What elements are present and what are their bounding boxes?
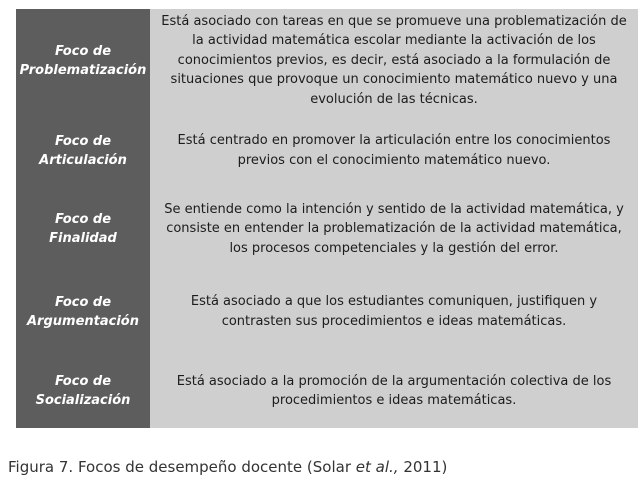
caption-italic: et al., <box>355 458 399 476</box>
figure-caption <box>8 458 447 476</box>
description-text: Se entiende como la intención y sentido de la actividad matemática, y consiste en entender la problematización de la actividad matemática, los procesos competenciales y la gestión del error. <box>164 201 624 256</box>
caption-year: 2011) <box>403 458 448 476</box>
description-text: Está asociado a la promoción de la argumentación colectiva de los procedimientos e ideas matemáticas. <box>176 373 612 408</box>
focus-table <box>16 9 638 428</box>
focus-label-argumentacion: Foco de Argumentación <box>16 269 150 354</box>
focus-description-socializacion <box>150 354 638 428</box>
focus-description-articulacion <box>150 112 638 189</box>
focus-label-socializacion: Foco de Socialización <box>16 354 150 428</box>
focus-label-finalidad: Foco de Finalidad <box>16 189 150 269</box>
focus-description-problematizacion <box>150 9 638 112</box>
focus-description-finalidad <box>150 189 638 269</box>
figure-label: Figura 7. <box>8 458 74 476</box>
caption-text: Focos de desempeño docente (Solar <box>77 458 351 476</box>
description-text: Está centrado en promover la articulación entre los conocimientos previos con el conocimiento matemático nuevo. <box>177 133 611 168</box>
description-text: Está asociado a que los estudiantes comuniquen, justifiquen y contrasten sus procedimientos e ideas matemáticas. <box>190 294 598 329</box>
description-text: Está asociado con tareas en que se promueve una problematización de la actividad matemática escolar mediante la activación de los conocimientos previos, es decir, está asociado a la formulación de situaciones que provoque un conocimiento matemático nuevo y una evolución de las técnicas. <box>161 13 627 107</box>
focus-description-argumentacion <box>150 269 638 354</box>
focus-label-articulacion: Foco de Articulación <box>16 112 150 189</box>
focus-label-problematizacion: Foco de Problematización <box>16 9 150 112</box>
